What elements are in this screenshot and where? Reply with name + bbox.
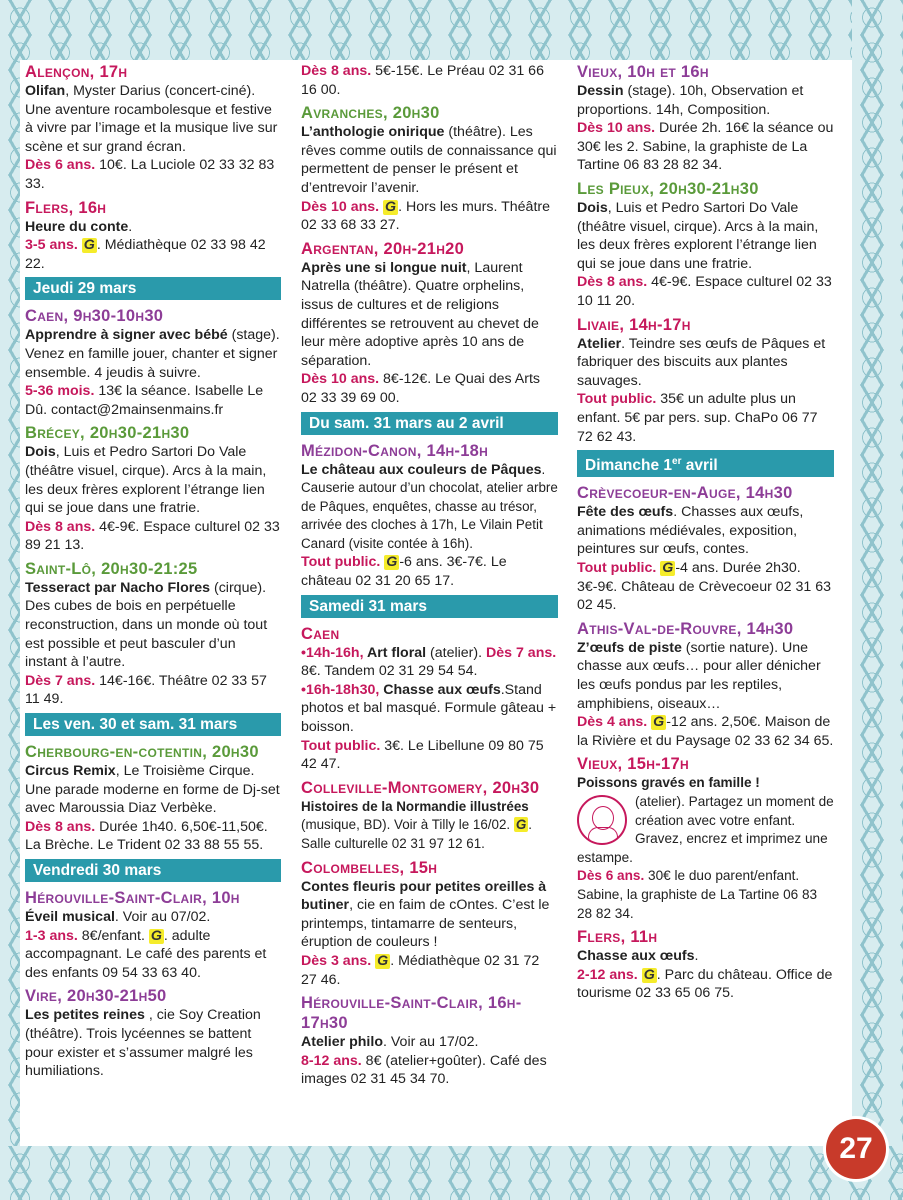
- event-info: 4€-9€. Espace culturel 02 33 89 21 13.: [25, 518, 280, 554]
- day-header: Vendredi 30 mars: [25, 859, 281, 882]
- event-place-time: Argentan, 20h-21h20: [301, 239, 465, 258]
- event-info: . adulte accompagnant. Le café des parents et des enfants 09 54 33 63 40.: [25, 927, 267, 981]
- event-title: Dois: [25, 444, 56, 461]
- event-info: 8€. Tandem 02 31 29 54 54.: [301, 663, 478, 680]
- event-title: Dessin: [577, 83, 624, 99]
- event-place-time: Mézidon-Canon, 14h-18h: [301, 441, 489, 460]
- event-age: Tout public.: [301, 554, 381, 571]
- event-description: , Laurent Natrella (théâtre). Quatre orphelins, issus de cultures et de religions différentes se retrouvent au chevet de leur mère adoptive après 10 ans de séparation.: [301, 259, 539, 369]
- event-age: 1-3 ans.: [25, 927, 78, 944]
- event-info: 13€ la séance. Isabelle Le Dû. contact@2mainsenmains.fr: [25, 383, 264, 418]
- event-age: 8-12 ans.: [301, 1052, 362, 1069]
- event-text: [577, 503, 834, 615]
- event-info: 8€ (atelier+goûter). Café des images 02 31 45 34 70.: [301, 1052, 547, 1088]
- event-description: . Causerie autour d’un chocolat, atelier arbre de Pâques, enquêtes, chasse au trésor, arrivée des cloches à 17h, Le Vilain Petit Canard (visite contée à 16h).: [301, 461, 558, 551]
- event-herouville: [25, 888, 281, 982]
- day-header: Jeudi 29 mars: [25, 277, 281, 300]
- event-info: 35€ un adulte plus un enfant. 5€ par pers. sup. ChaPo 06 77 72 62 43.: [577, 391, 818, 445]
- event-title: Chasse aux œufs: [577, 948, 695, 965]
- event-info: Durée 1h40. 6,50€-11,50€. La Brèche. Le Trident 02 33 88 55 55.: [25, 818, 268, 854]
- event-title: Fête des œufs: [577, 504, 674, 521]
- event-age: Dès 8 ans.: [301, 63, 372, 79]
- event-place-time: Caen, 9h30-10h30: [25, 307, 164, 326]
- event-cherbourg: [25, 742, 281, 855]
- free-badge: G: [386, 554, 398, 571]
- event-vieux-poissons: [577, 754, 834, 923]
- event-description: (cirque). Des cubes de bois en perpétuelle reconstruction, dans un monde où tout est possible et peut basculer d’un instant à l’autre.: [25, 579, 268, 671]
- event-les-pieux: [577, 179, 834, 311]
- event-vieux-dessin: [577, 62, 834, 175]
- event-time: •16h-18h30,: [301, 681, 380, 698]
- event-title: Atelier: [577, 335, 622, 352]
- event-description: (théâtre). Les rêves comme outils de connaissance qui permettent de penser le présent et d’entrevoir l’avenir.: [301, 124, 557, 196]
- event-athis: [577, 619, 834, 751]
- day-header: [577, 450, 834, 477]
- event-age: Dès 6 ans.: [25, 157, 96, 174]
- free-badge: G: [83, 237, 95, 254]
- event-place-time: Vieux, 15h-17h: [577, 755, 689, 774]
- event-description: (atelier). Partagez un moment de création avec votre enfant. Gravez, encrez et imprimez une estampe.: [577, 793, 834, 865]
- event-age: 3-5 ans.: [25, 237, 78, 254]
- event-info: -6 ans. 3€-7€. Le château 02 31 20 65 17.: [301, 554, 507, 590]
- event-description: . Teindre ses œufs de Pâques et fabriquer des biscuits aux plantes sauvages.: [577, 335, 826, 389]
- event-title: L’anthologie onirique: [301, 124, 445, 141]
- event-text: [25, 443, 281, 555]
- event-place-time: Livaie, 14h-17h: [577, 315, 691, 334]
- event-livaie: [577, 315, 834, 447]
- event-title: Art floral: [363, 644, 427, 661]
- event-description: , Le Troisième Cirque. Une parade moderne en forme de Dj-set avec Maroussia Diaz Verbèke.: [25, 763, 280, 817]
- day-header-text: Dimanche 1: [585, 457, 673, 475]
- decorative-border-left: [0, 0, 20, 1200]
- event-age: Tout public.: [301, 737, 381, 754]
- event-age: Dès 6 ans.: [577, 868, 645, 884]
- free-badge: G: [150, 927, 162, 944]
- event-place-time: Flers, 11h: [577, 928, 658, 947]
- event-title: Chasse aux œufs: [379, 681, 501, 698]
- event-description: (musique, BD). Voir à Tilly le 16/02.: [301, 817, 514, 833]
- day-header-text: avril: [681, 457, 718, 475]
- illustrator-portrait-icon: [577, 795, 627, 845]
- event-title: Atelier philo: [301, 1034, 383, 1051]
- event-title: Poissons gravés en famille !: [577, 775, 760, 791]
- event-description: .Stand photos et bal masqué. Formule gâteau + boisson.: [301, 681, 557, 736]
- event-age: Dès 8 ans.: [25, 518, 96, 535]
- event-text: [577, 639, 834, 751]
- column-2: [301, 62, 558, 1093]
- event-colleville: [301, 778, 558, 854]
- event-place-time: Hérouville-Saint-Clair, 10h: [25, 889, 240, 907]
- event-place-time: Colombelles, 15h: [301, 858, 438, 877]
- event-description: (atelier).: [426, 644, 483, 661]
- event-info: . Médiathèque 02 33 98 42 22.: [25, 237, 266, 272]
- event-title: Les petites reines: [25, 1007, 145, 1024]
- event-crevecoeur: [577, 483, 834, 615]
- event-place-time: Saint-Lô, 20h30-21:25: [25, 559, 198, 578]
- event-caen-samedi: [301, 624, 558, 774]
- event-place-time: Vire, 20h30-21h50: [25, 987, 167, 1006]
- event-text: [25, 908, 281, 982]
- event-text: [301, 644, 558, 774]
- event-brecey: [25, 423, 281, 555]
- free-badge: G: [662, 560, 674, 577]
- event-age: Tout public.: [577, 560, 657, 577]
- event-age: Dès 10 ans.: [577, 120, 656, 137]
- event-description: (sortie nature). Une chasse aux œufs… pour aller dénicher les œufs pondus par les reptiles, amphibiens, oiseaux…: [577, 639, 821, 712]
- free-badge: G: [653, 714, 665, 731]
- decorative-border-top: [0, 0, 903, 60]
- event-description: , Luis et Pedro Sartori Do Vale (théâtre visuel, cirque). Arcs à la main, les deux frères explorent l’étrange lien qui se joue dans une fratrie.: [25, 444, 267, 517]
- day-header: Samedi 31 mars: [301, 595, 558, 618]
- event-place-time: Les Pieux, 20h30-21h30: [577, 179, 759, 198]
- event-text: [25, 762, 281, 855]
- event-place-time: Brécey, 20h30-21h30: [25, 424, 190, 443]
- event-info: Durée 2h. 16€ la séance ou 30€ les 2. Sabine, la graphiste de La Tartine 06 83 28 82 34.: [577, 120, 834, 174]
- event-flers-oeufs: [577, 927, 834, 1003]
- event-description: . Voir au 07/02.: [114, 909, 211, 925]
- event-info: . Parc du château. Office de tourisme 02 33 65 06 75.: [577, 966, 833, 1002]
- decorative-border-right: [852, 0, 903, 1200]
- event-info: 8€-12€. Le Quai des Arts 02 33 39 69 00.: [301, 371, 540, 406]
- event-age: Dès 8 ans.: [25, 818, 96, 835]
- event-text: [301, 798, 558, 854]
- event-description: , cie Soy Creation (théâtre). Trois lycéennes se battent pour exister et s’assumer malgré les humiliations.: [25, 1007, 261, 1080]
- free-badge: G: [385, 198, 397, 215]
- page-number: 27: [826, 1119, 886, 1179]
- event-text: [577, 199, 834, 311]
- event-description: , Luis et Pedro Sartori Do Vale (théâtre visuel, cirque). Arcs à la main, les deux frères explorent l’étrange lien qui se joue dans une fratrie.: [577, 199, 819, 272]
- free-badge: G: [377, 952, 389, 969]
- event-info: -12 ans. 2,50€. Maison de la Rivière et du Paysage 02 33 62 34 65.: [577, 714, 834, 749]
- event-argentan: [301, 239, 558, 408]
- event-info: 5€-15€. Le Préau 02 31 66 16 00.: [301, 63, 544, 98]
- event-age: Tout public.: [577, 391, 657, 408]
- event-text: [301, 123, 558, 235]
- day-header: Du sam. 31 mars au 2 avril: [301, 412, 558, 435]
- day-header: Les ven. 30 et sam. 31 mars: [25, 713, 281, 736]
- event-age: Dès 10 ans.: [301, 371, 380, 388]
- event-title: Heure du conte: [25, 218, 129, 235]
- event-text: [577, 335, 834, 447]
- event-caen: [25, 306, 281, 419]
- event-info: 8€/enfant.: [77, 927, 149, 944]
- event-age: Dès 4 ans.: [577, 714, 648, 731]
- event-title: Dois: [577, 199, 608, 216]
- event-text: [301, 259, 558, 408]
- event-herouville-philo: [301, 993, 558, 1089]
- free-badge: G: [643, 966, 655, 983]
- event-saint-lo: [25, 559, 281, 709]
- event-info: 4€-9€. Espace culturel 02 33 10 11 20.: [577, 274, 832, 309]
- event-info: 30€ le duo parent/enfant. Sabine, la graphiste de La Tartine 06 83 28 82 34.: [577, 868, 818, 921]
- event-text: [301, 878, 558, 990]
- event-text: [25, 579, 281, 709]
- free-badge: G: [515, 817, 527, 833]
- event-age: Dès 7 ans.: [482, 644, 557, 661]
- event-title: Contes fleuris pour petites oreilles à butiner: [301, 878, 547, 914]
- event-title: Le château aux couleurs de Pâques: [301, 461, 542, 478]
- event-place-time: Avranches, 20h30: [301, 104, 440, 123]
- event-info: 10€. La Luciole 02 33 32 83 33.: [25, 157, 275, 192]
- event-text: [301, 461, 558, 591]
- event-title: Après une si longue nuit: [301, 259, 467, 276]
- event-mezidon: [301, 441, 558, 591]
- event-age: Dès 7 ans.: [25, 672, 96, 689]
- event-place-time: Athis-Val-de-Rouvre, 14h30: [577, 619, 794, 638]
- event-age: 5-36 mois.: [25, 383, 95, 400]
- event-avranches: [301, 103, 558, 235]
- event-description: . Chasses aux œufs, animations médiévales, exposition, peintures sur œufs, contes.: [577, 504, 804, 558]
- event-continued: [301, 62, 558, 99]
- event-alencon: [25, 62, 281, 194]
- event-description: .: [694, 948, 699, 965]
- event-colombelles: [301, 858, 558, 990]
- event-age: Dès 8 ans.: [577, 274, 648, 291]
- event-text: [25, 82, 281, 194]
- event-description: , Myster Darius (concert-ciné). Une aventure rocambolesque et festive à vivre par l’image et la musique live sur scène et sur grand écran.: [25, 83, 278, 155]
- event-description: , cie en faim de cOntes. C’est le printemps, tintamarre de senteurs, éruption de couleurs !: [301, 897, 550, 951]
- event-place-time: Caen: [301, 624, 340, 643]
- column-3: [577, 62, 834, 1007]
- event-description: . Voir au 17/02.: [382, 1034, 479, 1051]
- event-title: Éveil musical: [25, 909, 115, 925]
- event-info: . Salle culturelle 02 31 97 12 61.: [301, 817, 533, 851]
- event-info: 3€. Le Libellune 09 80 75 42 47.: [301, 737, 544, 773]
- event-info: . Hors les murs. Théâtre 02 33 68 33 27.: [301, 198, 550, 234]
- event-title: Tesseract par Nacho Flores: [25, 579, 211, 596]
- event-title: Histoires de la Normandie illustrées: [301, 798, 529, 814]
- event-text: [577, 774, 834, 923]
- event-place-time: Cherbourg-en-cotentin, 20h30: [25, 743, 259, 762]
- event-vire: [25, 986, 281, 1080]
- event-place-time: Vieux, 10h et 16h: [577, 63, 709, 81]
- event-flers: [25, 198, 281, 274]
- event-text: [577, 947, 834, 1003]
- event-text: [577, 82, 834, 175]
- event-title: Apprendre à signer avec bébé: [25, 327, 228, 344]
- event-text: [25, 218, 281, 274]
- event-description: (stage). 10h, Observation et proportions. 14h, Composition.: [577, 83, 804, 118]
- event-info: -4 ans. Durée 2h30. 3€-9€. Château de Crèvecoeur 02 31 63 02 45.: [577, 560, 831, 614]
- event-age: 2-12 ans.: [577, 966, 638, 983]
- event-description: (stage). Venez en famille jouer, chanter et signer ensemble. 4 jeudis à suivre.: [25, 327, 280, 381]
- decorative-border-bottom: [0, 1146, 903, 1200]
- event-title: Circus Remix: [25, 763, 116, 780]
- event-place-time: Colleville-Montgomery, 20h30: [301, 778, 540, 797]
- event-place-time: Alençon, 17h: [25, 63, 128, 81]
- event-age: Dès 10 ans.: [301, 198, 380, 215]
- column-1: [25, 62, 281, 1085]
- event-age: Dès 3 ans.: [301, 952, 372, 969]
- event-place-time: Flers, 16h: [25, 198, 107, 217]
- event-text: [301, 1033, 558, 1089]
- event-title: Olifan: [25, 83, 66, 99]
- event-place-time: Crèvecoeur-en-Auge, 14h30: [577, 484, 793, 503]
- event-text: [25, 326, 281, 419]
- event-place-time: Hérouville-Saint-Clair, 16h-17h30: [301, 994, 522, 1033]
- event-text: [25, 1006, 281, 1080]
- event-text: [301, 62, 558, 99]
- event-info: . Médiathèque 02 31 72 27 46.: [301, 952, 540, 988]
- event-info: 14€-16€. Théâtre 02 33 57 11 49.: [25, 672, 267, 708]
- event-time: •14h-16h,: [301, 644, 364, 661]
- event-title: Z’œufs de piste: [577, 639, 682, 656]
- day-header-sup: er: [672, 456, 682, 468]
- event-description: .: [128, 218, 133, 235]
